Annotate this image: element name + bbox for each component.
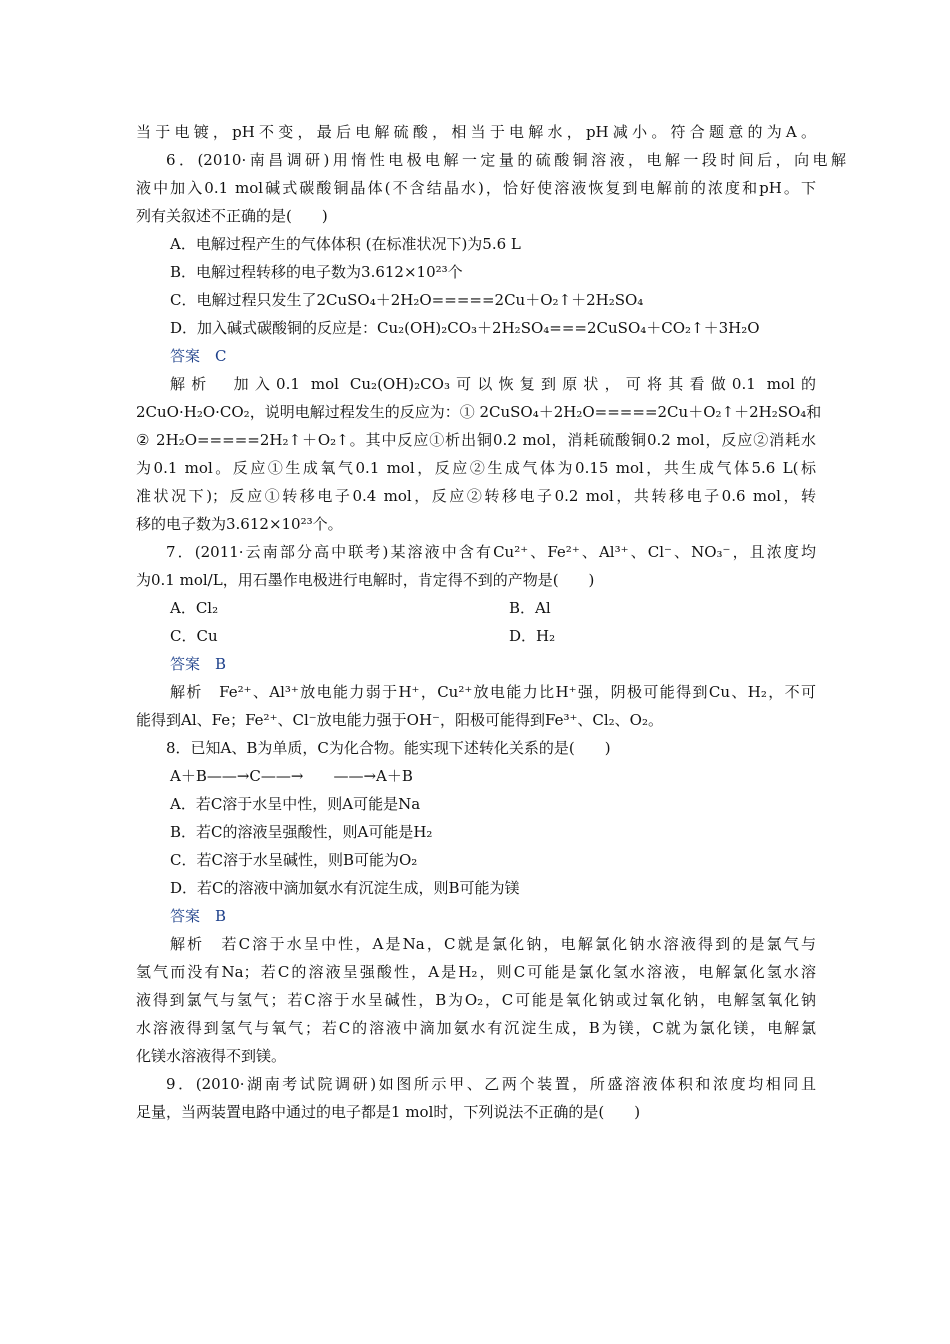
answer-label: 答案 B [170, 655, 227, 673]
option-d: D．加入碱式碳酸铜的反应是：Cu₂(OH)₂CO₃＋2H₂SO₄===2CuSO₄＋CO₂↑＋3H₂O [170, 319, 760, 337]
option-d: D．若C的溶液中滴加氨水有沉淀生成，则B可能为镁 [170, 879, 520, 897]
question-6-line: 6．(2010·南昌调研)用惰性电极电解一定量的硫酸铜溶液，电解一段时间后，向电解 [166, 151, 846, 169]
text-line: 列有关叙述不正确的是( ) [136, 207, 328, 225]
option-b: B．Al [509, 599, 551, 617]
option-c: C．若C溶于水呈碱性，则B可能为O₂ [170, 851, 418, 869]
text-line: 液中加入0.1 mol碱式碳酸铜晶体(不含结晶水)，恰好使溶液恢复到电解前的浓度和pH。下 [136, 179, 816, 197]
answer-label: 答案 C [170, 347, 227, 365]
text-line: 足量，当两装置电路中通过的电子都是1 mol时，下列说法不正确的是( ) [136, 1103, 641, 1121]
text-line: 能得到Al、Fe；Fe²⁺、Cl⁻放电能力强于OH⁻，阳极可能得到Fe³⁺、Cl₂、O₂。 [136, 711, 663, 729]
analysis-line: 解析 Fe²⁺、Al³⁺放电能力弱于H⁺，Cu²⁺放电能力比H⁺强，阴极可能得到Cu、H₂，不可 [170, 683, 816, 701]
option-a: A．电解过程产生的气体体积 (在标准状况下)为5.6 L [170, 235, 521, 253]
question-7-line: 7．(2011·云南部分高中联考)某溶液中含有Cu²⁺、Fe²⁺、Al³⁺、Cl⁻、NO₃⁻，且浓度均 [166, 543, 816, 561]
text-line: 为0.1 mol/L，用石墨作电极进行电解时，肯定得不到的产物是( ) [136, 571, 595, 589]
text-line: 当于电镀，pH不变，最后电解硫酸，相当于电解水，pH减小。符合题意的为A。 [136, 123, 816, 141]
option-c: C．电解过程只发生了2CuSO₄＋2H₂O=====2Cu＋O₂↑＋2H₂SO₄ [170, 291, 644, 309]
text-line: 水溶液得到氢气与氧气；若C的溶液中滴加氨水有沉淀生成，B为镁，C就为氯化镁，电解氯 [136, 1019, 816, 1037]
option-c: C．Cu [170, 627, 218, 645]
text-line: 为0.1 mol。反应①生成氧气0.1 mol，反应②生成气体为0.15 mol，共生成气体5.6 L(标 [136, 459, 816, 477]
option-a: A．Cl₂ [170, 599, 219, 617]
analysis-line: 解析 若C溶于水呈中性，A是Na，C就是氯化钠，电解氯化钠水溶液得到的是氯气与 [170, 935, 816, 953]
text-line: 液得到氯气与氢气；若C溶于水呈碱性，B为O₂，C可能是氧化钠或过氧化钠，电解氢氧化钠 [136, 991, 816, 1009]
text-line: 移的电子数为3.612×10²³个。 [136, 515, 343, 533]
conversion-scheme: A＋B——→C——→ ——→A＋B [170, 767, 413, 785]
question-9-line: 9．(2010·湖南考试院调研)如图所示甲、乙两个装置，所盛溶液体积和浓度均相同且 [166, 1075, 816, 1093]
text-line: 准状况下)；反应①转移电子0.4 mol，反应②转移电子0.2 mol，共转移电子0.6 mol，转 [136, 487, 816, 505]
text-line: 2CuO·H₂O·CO₂，说明电解过程发生的反应为：① 2CuSO₄＋2H₂O=====2Cu＋O₂↑＋2H₂SO₄和 [136, 403, 822, 421]
analysis-line: 解析 加入0.1 mol Cu₂(OH)₂CO₃可以恢复到原状，可将其看做0.1 mol的 [170, 375, 816, 393]
text-line: 氢气而没有Na；若C的溶液呈强酸性，A是H₂，则C可能是氯化氢水溶液，电解氯化氢水溶 [136, 963, 816, 981]
text-line: ② 2H₂O=====2H₂↑＋O₂↑。其中反应①析出铜0.2 mol，消耗硫酸铜0.2 mol，反应②消耗水 [136, 431, 816, 449]
text-line: 化镁水溶液得不到镁。 [136, 1047, 287, 1065]
question-8-line: 8．已知A、B为单质，C为化合物。能实现下述转化关系的是( ) [166, 739, 611, 757]
option-b: B．电解过程转移的电子数为3.612×10²³个 [170, 263, 463, 281]
option-b: B．若C的溶液呈强酸性，则A可能是H₂ [170, 823, 433, 841]
option-d: D．H₂ [509, 627, 556, 645]
option-a: A．若C溶于水呈中性，则A可能是Na [170, 795, 421, 813]
answer-label: 答案 B [170, 907, 227, 925]
